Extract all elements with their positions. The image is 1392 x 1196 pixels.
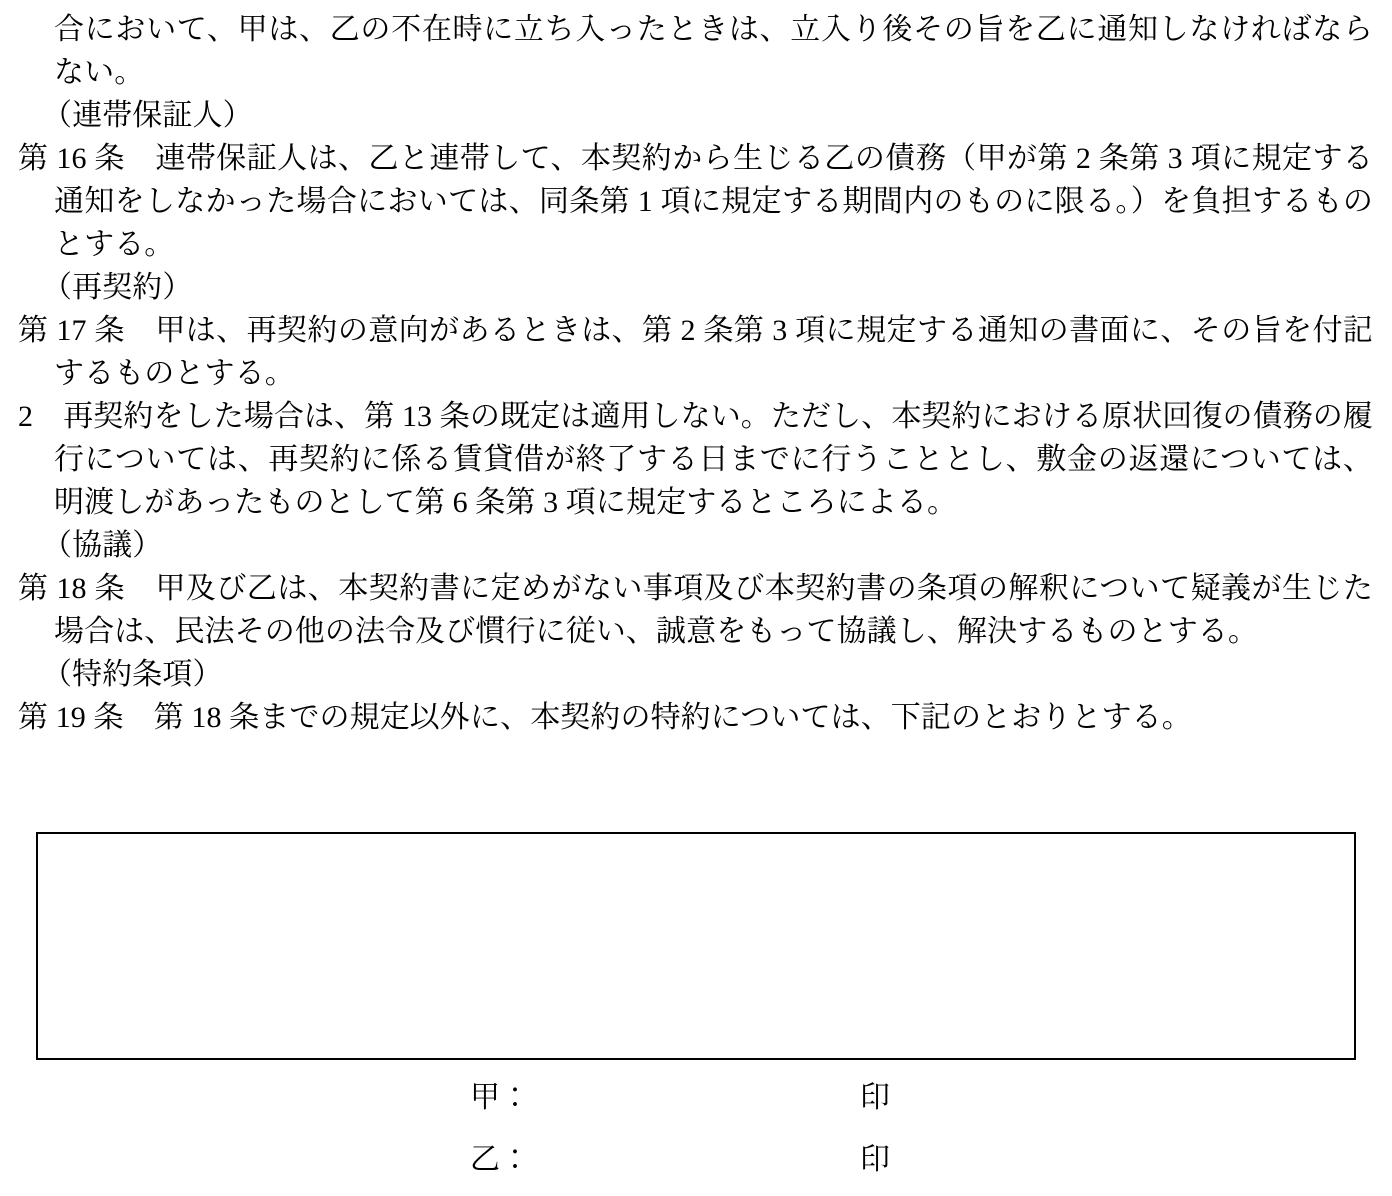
section-label-renewal: （再契約） bbox=[42, 271, 193, 304]
seal-label-party-a: 印 bbox=[860, 1081, 890, 1114]
seal-label-party-b: 印 bbox=[860, 1143, 890, 1176]
paragraph-article-17-clause-2: 2 再契約をした場合は、第 13 条の既定は適用しない。ただし、本契約における原状回復の債務の履行については、再契約に係る賃貸借が終了する日までに行うこととし、敷金の返還については、明渡しがあったものとして第 6 条第 3 項に規定するところによる。 bbox=[18, 400, 1373, 519]
signature-label-party-b: 乙： bbox=[470, 1143, 530, 1176]
signature-row-party-a bbox=[0, 1072, 1392, 1134]
special-provisions-box[interactable] bbox=[36, 832, 1356, 1060]
special-provisions-text[interactable] bbox=[38, 834, 1354, 854]
paragraph-continuation-article15: 合において、甲は、乙の不在時に立ち入ったときは、立入り後その旨を乙に通知しなければならない。 bbox=[54, 13, 1373, 89]
section-label-joint-guarantor: （連帯保証人） bbox=[42, 99, 253, 132]
signature-area bbox=[0, 1072, 1392, 1196]
paragraph-article-17: 第 17 条 甲は、再契約の意向があるときは、第 2 条第 3 項に規定する通知の書面に、その旨を付記するものとする。 bbox=[18, 314, 1373, 390]
section-label-consultation: （協議） bbox=[42, 529, 163, 562]
section-label-special-provisions: （特約条項） bbox=[42, 658, 223, 691]
contract-body bbox=[18, 8, 1373, 739]
signature-row-party-b bbox=[0, 1134, 1392, 1196]
paragraph-article-19: 第 19 条 第 18 条までの規定以外に、本契約の特約については、下記のとおりとする。 bbox=[18, 701, 1192, 734]
paragraph-article-18: 第 18 条 甲及び乙は、本契約書に定めがない事項及び本契約書の条項の解釈について疑義が生じた場合は、民法その他の法令及び慣行に従い、誠意をもって協議し、解決するものとする。 bbox=[18, 572, 1373, 648]
signature-label-party-a: 甲： bbox=[470, 1081, 530, 1114]
paragraph-article-16: 第 16 条 連帯保証人は、乙と連帯して、本契約から生じる乙の債務（甲が第 2 条第 3 項に規定する通知をしなかった場合においては、同条第 1 項に規定する期間内のものに限る。）を負担するものとする。 bbox=[18, 142, 1373, 261]
